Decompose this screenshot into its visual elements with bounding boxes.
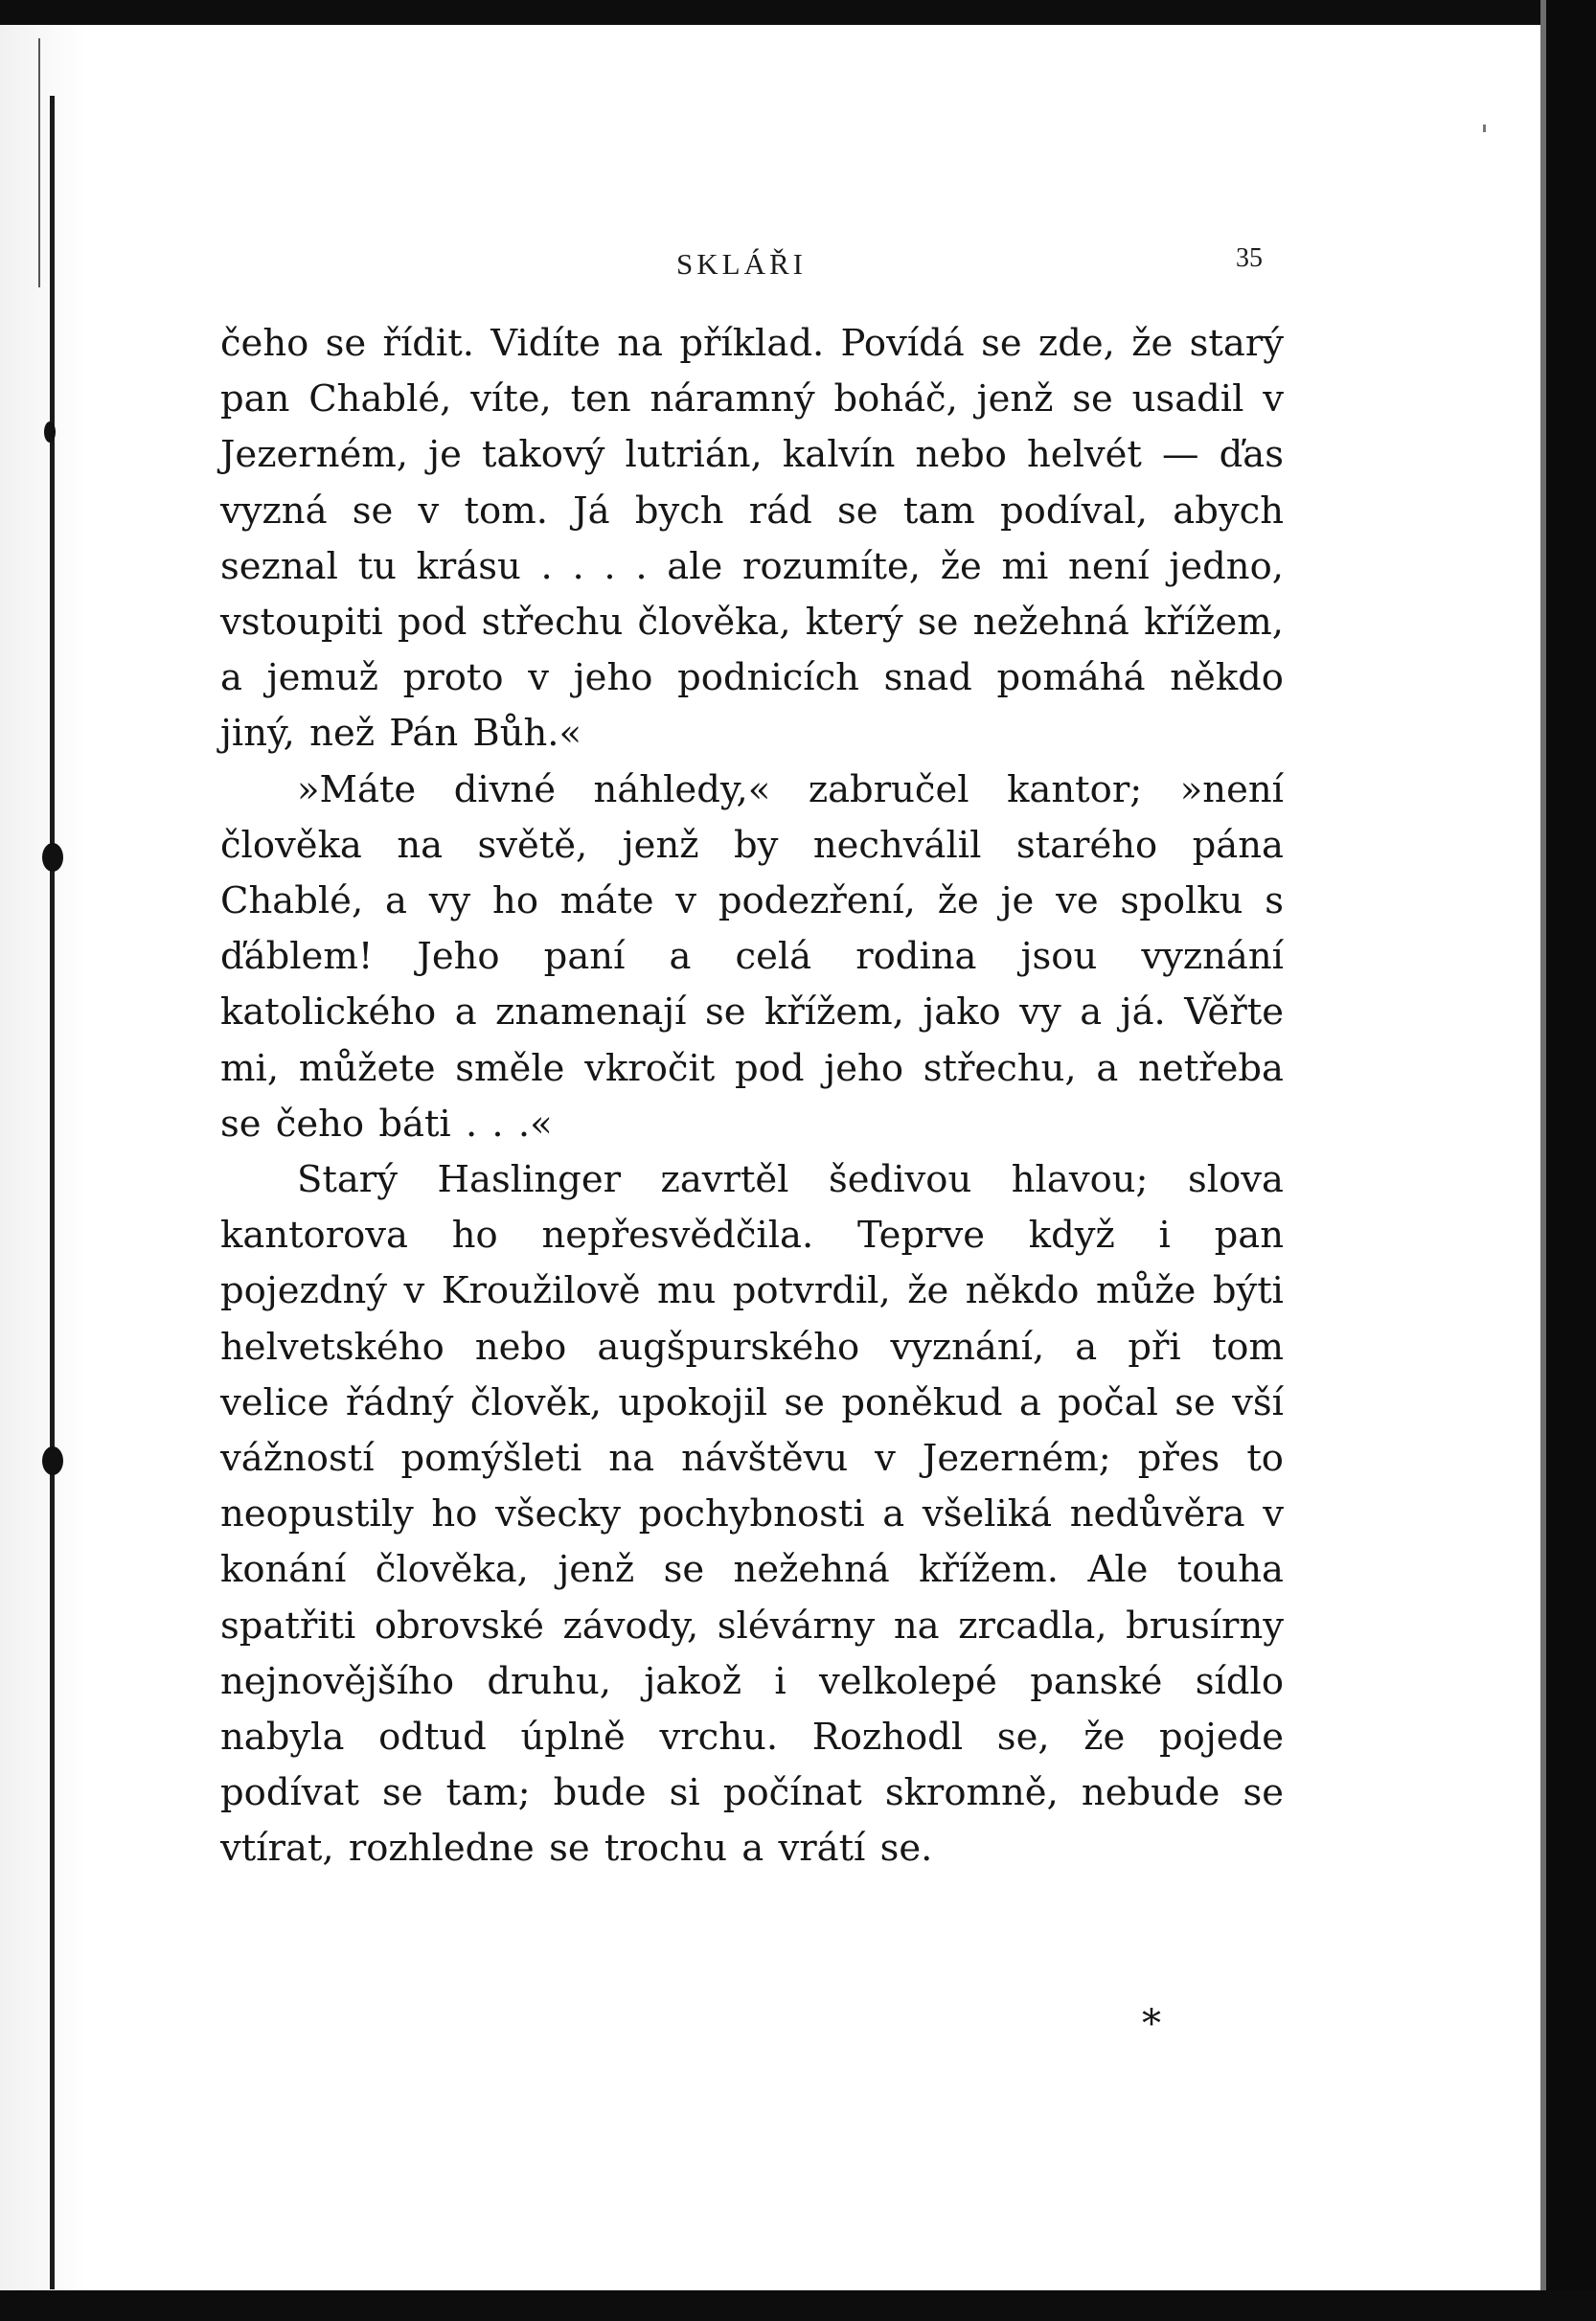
book-page: [220, 230, 1284, 1877]
paragraph: čeho se řídit. Vidíte na příklad. Povídá se zde, že starý pan Chablé, víte, ten náramný boháč, jenž se usadil v Jezerném, je takový lutrián, kalvín nebo helvét — ďas vyzná se v tom. Já bych rád se tam podíval, abych seznal tu krásu . . . . ale rozumíte, že mi není jedno, vstoupiti pod střechu člověka, který se nežehná křížem, a jemuž proto v jeho podnicích snad pomáhá někdo jiný, než Pán Bůh.«: [220, 322, 1284, 756]
page-number: 35: [1236, 243, 1263, 273]
scan-border-top: [0, 0, 1596, 25]
binding-shadow: [0, 25, 86, 2290]
paragraph: Starý Haslinger zavrtěl šedivou hlavou; slova kantorova ho nepřesvědčila. Teprve když i pan pojezdný v Kroužilově mu potvrdil, že někdo může býti helvetského nebo augšpurského vyznání, a při tom velice řádný člověk, upokojil se poněkud a počal se vší vážností pomýšleti na návštěvu v Jezerném; přes to neopustily ho všecky pochybnosti a všeliká nedůvěra v konání člověka, jenž se nežehná křížem. Ale touha spatřiti obrovské závody, slévárny na zrcadla, brusírny nejnovějšího druhu, jakož i velkolepé panské sídlo nabyla odtud úplně vrchu. Rozhodl se, že pojede podívat se tam; bude si počínat skromně, nebude se vtírat, rozhledne se trochu a vrátí se.: [220, 1158, 1284, 1871]
binding-mark: [42, 843, 63, 872]
running-title: SKLÁŘI: [676, 247, 807, 281]
section-break-asterisk: *: [1142, 2002, 1161, 2046]
binding-mark: [44, 421, 56, 443]
scan-border-bottom: [0, 2290, 1596, 2321]
binding-edge-line: [38, 38, 40, 287]
paragraph: »Máte divné náhledy,« zabručel kantor; »není člověka na světě, jenž by nechválil starého pána Chablé, a vy ho máte v podezření, že je ve spolku s ďáblem! Jeho paní a celá rodina jsou vyznání katolického a znamenají se křížem, jako vy a já. Věřte mi, můžete směle vkročit pod jeho střechu, a netřeba se čeho báti . . .«: [220, 767, 1284, 1146]
running-head: [220, 230, 1284, 287]
scan-speck: [1483, 125, 1486, 132]
scan-border-right: [1546, 0, 1596, 2321]
scan-border-right-shadow: [1540, 0, 1546, 2321]
body-text: [220, 316, 1284, 1877]
binding-mark: [42, 1446, 63, 1475]
